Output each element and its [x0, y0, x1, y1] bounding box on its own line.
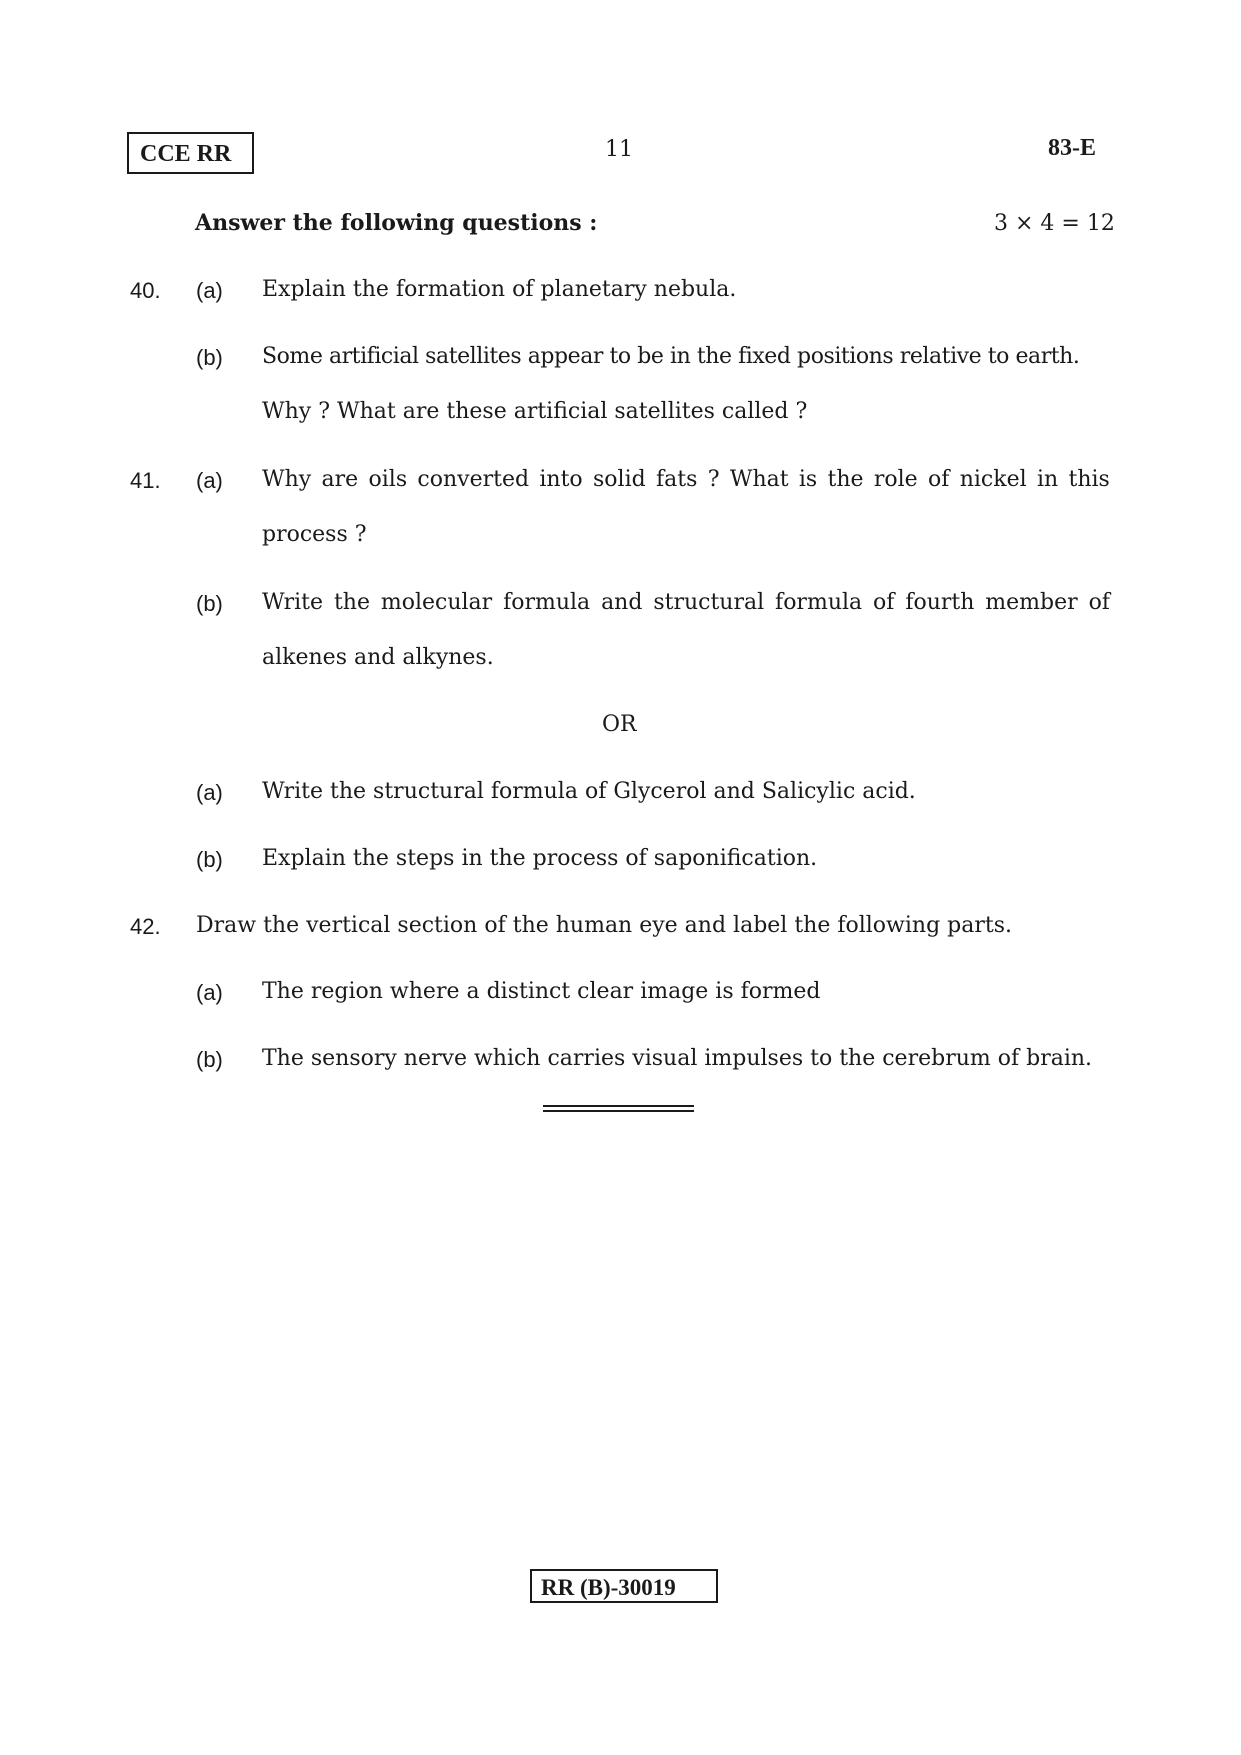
q41-alt-a-label: (a)	[196, 780, 223, 805]
q41-b-label: (b)	[196, 591, 223, 616]
q41-alt-a-text: Write the structural formula of Glycerol and Salicylic acid.	[262, 779, 916, 804]
section-title: Answer the following questions :	[195, 210, 598, 236]
q42-b-text: The sensory nerve which carries visual impulses to the cerebrum of brain.	[262, 1046, 1093, 1071]
page-number: 11	[605, 137, 633, 162]
q41-b-line2: alkenes and alkynes.	[262, 645, 494, 670]
q42-text: Draw the vertical section of the human eye and label the following parts.	[196, 913, 1013, 938]
q40-b-line2: Why ? What are these artificial satellites called ?	[262, 399, 808, 424]
end-rule-bottom	[543, 1110, 694, 1112]
question-number-40: 40.	[130, 278, 161, 303]
q41-a-label: (a)	[196, 468, 223, 493]
q40-a-label: (a)	[196, 278, 223, 303]
paper-code: 83-E	[1048, 135, 1096, 161]
question-number-42: 42.	[130, 914, 161, 939]
word: in	[1036, 467, 1059, 492]
q41-alt-b-label: (b)	[196, 847, 223, 872]
q41-a-line2: process ?	[262, 522, 367, 547]
q41-b-line1	[262, 592, 1110, 614]
word: Why	[262, 467, 312, 492]
footer-code: RR (B)-30019	[541, 1575, 676, 1600]
word: fourth	[905, 590, 975, 615]
word: fats	[656, 467, 698, 492]
q40-b-line1: Some artificial satellites appear to be in the fixed positions relative to earth.	[262, 344, 1080, 369]
question-number-41: 41.	[130, 468, 161, 493]
word: What	[729, 467, 789, 492]
q41-a-line1	[262, 469, 1110, 491]
word: solid	[593, 467, 646, 492]
word: of	[873, 590, 895, 615]
word: converted	[417, 467, 530, 492]
word: formula	[775, 590, 863, 615]
word: nickel	[959, 467, 1027, 492]
end-rule-top	[543, 1105, 694, 1107]
word: formula	[503, 590, 591, 615]
q42-b-label: (b)	[196, 1047, 223, 1072]
q40-b-label: (b)	[196, 345, 223, 370]
q41-alt-b-text: Explain the steps in the process of saponification.	[262, 846, 818, 871]
word: of	[1088, 590, 1110, 615]
word: role	[873, 467, 918, 492]
word: oils	[368, 467, 408, 492]
word: member	[985, 590, 1078, 615]
footer-code-box	[530, 1569, 718, 1603]
header-tag: CCE RR	[140, 141, 232, 167]
word: the	[827, 467, 864, 492]
word: the	[333, 590, 370, 615]
word: structural	[653, 590, 765, 615]
header-tag-box	[127, 132, 254, 174]
word: is	[798, 467, 818, 492]
word: are	[321, 467, 359, 492]
word: ?	[707, 467, 720, 492]
word: and	[601, 590, 643, 615]
or-separator: OR	[602, 712, 637, 737]
word: molecular	[380, 590, 493, 615]
word: into	[539, 467, 583, 492]
word: this	[1068, 467, 1110, 492]
section-marks: 3 × 4 = 12	[994, 211, 1115, 236]
q40-a-text: Explain the formation of planetary nebula.	[262, 277, 737, 302]
q42-a-text: The region where a distinct clear image is formed	[262, 979, 821, 1004]
word: of	[928, 467, 950, 492]
word: Write	[262, 590, 324, 615]
q42-a-label: (a)	[196, 980, 223, 1005]
